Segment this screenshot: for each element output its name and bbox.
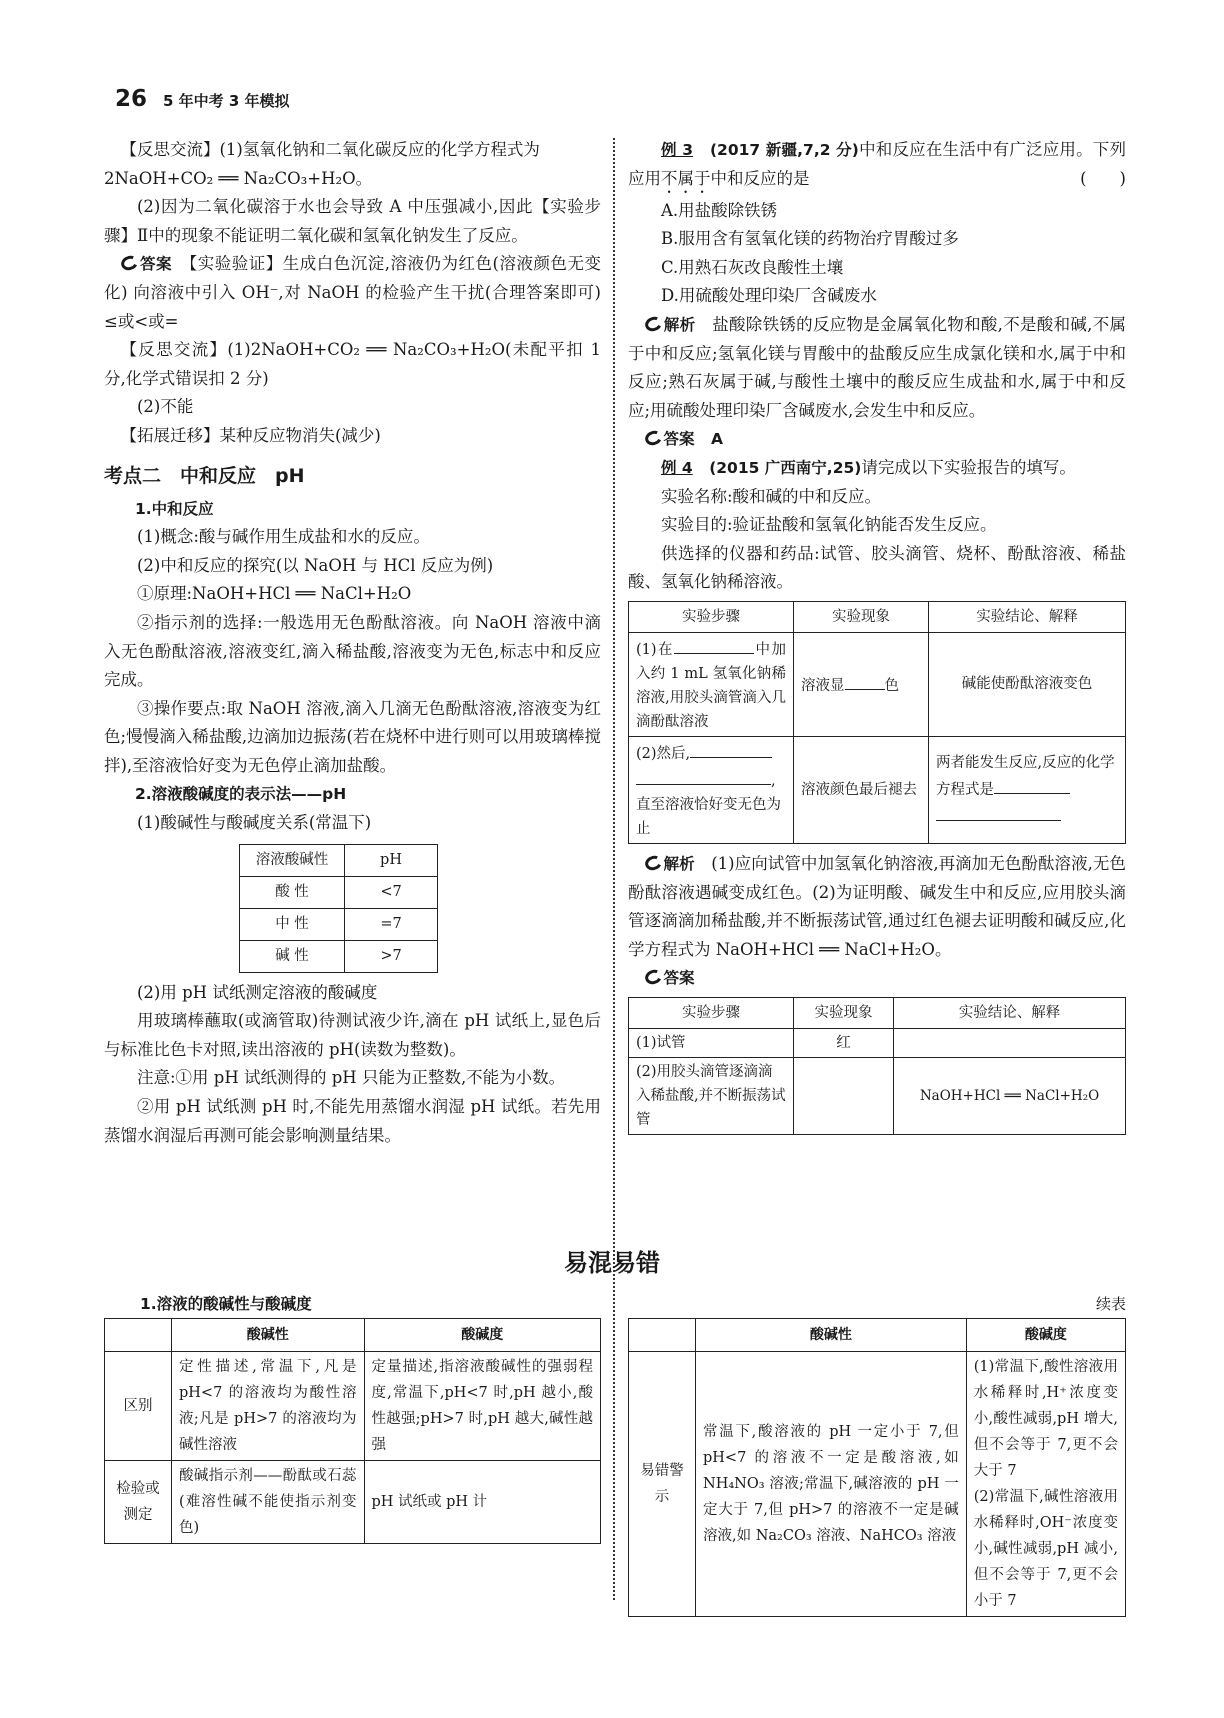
table-header: 溶液酸碱性 <box>240 844 345 876</box>
paragraph: (2)中和反应的探究(以 NaOH 与 HCl 反应为例) <box>137 555 494 575</box>
mistakes-section-title: 易混易错 <box>564 1249 660 1277</box>
answer-blank <box>845 671 885 690</box>
analysis-text: 盐酸除铁锈的反应物是金属氧化物和酸,不是酸和碱,不属于中和反应;氢氧化镁与胃酸中的盐酸反应生成氯化镁和水,属于中和反应;熟石灰属于碱,与酸性土壤中的酸反应生成盐和水,属于中和反应;用硫酸处理印染厂含碱废水,会发生中和反应。 <box>628 314 1126 420</box>
table-header-empty <box>629 1319 696 1352</box>
answer-label: 答案 <box>663 969 695 988</box>
table-header: 实验现象 <box>794 601 929 632</box>
answer-mark-icon <box>119 254 140 273</box>
table-row <box>105 1352 601 1461</box>
table-header-empty <box>105 1319 172 1352</box>
table-cell: 溶液颜色最后褪去 <box>794 736 929 843</box>
paragraph: (2)用 pH 试纸测定溶液的酸碱度 <box>137 982 378 1002</box>
acidity-table-continued <box>628 1318 1126 1617</box>
option: A.用盐酸除铁锈 <box>661 200 778 220</box>
paragraph: 供选择的仪器和药品:试管、胶头滴管、烧杯、酚酞溶液、稀盐酸、氢氧化钠稀溶液。 <box>628 543 1126 592</box>
acidity-table <box>104 1318 601 1544</box>
option: D.用硫酸处理印染厂含碱废水 <box>661 286 877 306</box>
paragraph: 实验目的:验证盐酸和氢氧化钠能否发生反应。 <box>661 515 997 535</box>
analysis-mark-icon <box>643 853 664 872</box>
example-source: (2015 广西南宁,25) <box>709 458 862 477</box>
table-cell: 中 性 <box>240 908 345 940</box>
paragraph: ②用 pH 试纸测 pH 时,不能先用蒸馏水润湿 pH 试纸。若先用蒸馏水润湿后再测可能会影响测量结果。 <box>104 1097 601 1145</box>
table-cell: 酸碱指示剂——酚酞或石蕊(难溶性碱不能使指示剂变色) <box>172 1461 365 1544</box>
cell-text: 中加入约 1 mL 氢氧化钠稀溶液,用胶头滴管滴入几滴酚酞溶液 <box>636 641 787 730</box>
subsection-title: 2.溶液酸碱度的表示法——pH <box>135 785 347 804</box>
paragraph: (1)概念:酸与碱作用生成盐和水的反应。 <box>137 527 430 547</box>
paragraph: (2)因为二氧化碳溶于水也会导致 A 中压强减小,因此【实验步骤】Ⅱ中的现象不能证明二氧化碳和氢氧化钠发生了反应。 <box>104 197 601 245</box>
table-header: 酸碱度 <box>364 1319 601 1352</box>
example-source: (2017 新疆,7,2 分) <box>709 141 859 159</box>
table-cell: (1)常温下,酸性溶液用水稀释时,H⁺浓度变小,酸性减弱,pH 增大,但不会等于 7,更不会大于 7 (2)常温下,碱性溶液用水稀释时,OH⁻浓度变小,碱性减弱,pH 减小,但不会等于 7,更不会小于 7 <box>966 1352 1125 1617</box>
table-cell: NaOH+HCl ══ NaCl+H₂O <box>894 1057 1126 1134</box>
table-row <box>629 1352 1126 1617</box>
experiment-report-table <box>628 601 1126 844</box>
paragraph: (2)不能 <box>137 397 194 417</box>
cell-text: (1)在 <box>636 641 675 658</box>
paragraph: 注意:①用 pH 试纸测得的 pH 只能为正整数,不能为小数。 <box>137 1068 566 1088</box>
left-column <box>104 136 601 1150</box>
paragraph: 2NaOH+CO₂ ══ Na₂CO₃+H₂O。 <box>104 168 373 188</box>
paragraph: ③操作要点:取 NaOH 溶液,滴入几滴无色酚酞溶液,溶液变为红色;慢慢滴入稀盐酸,边滴加边振荡(若在烧杯中进行则可以用玻璃棒搅拌),至溶液恰好变为无色停止滴加盐酸。 <box>104 698 601 775</box>
table-cell <box>794 1057 894 1134</box>
table-header: 实验结论、解释 <box>929 601 1126 632</box>
table-header-row <box>240 844 438 876</box>
answer-paragraph <box>628 425 1126 454</box>
example-text: 中和反应的是 <box>710 168 810 188</box>
answer-blank <box>674 635 754 654</box>
answer-value: A <box>711 430 724 449</box>
answer-mark-icon <box>643 968 664 987</box>
subsection-title: 1.中和反应 <box>135 499 214 518</box>
cell-text: 两者能发生反应,反应的化学方程式是 <box>936 754 1115 798</box>
answer-table <box>628 997 1126 1135</box>
answer-paren: ( ) <box>1080 168 1126 188</box>
table-header: 实验现象 <box>794 997 894 1028</box>
row-header: 检验或测定 <box>105 1461 172 1544</box>
table-row <box>240 940 438 972</box>
cell-text: (2)然后, <box>636 745 691 762</box>
analysis-paragraph <box>628 850 1126 964</box>
cell-text: 溶液显 <box>801 677 845 694</box>
answer-paragraph <box>628 964 1126 993</box>
paragraph: 【拓展迁移】某种反应物消失(减少) <box>120 425 381 445</box>
mistakes-left <box>104 1290 601 1544</box>
example-3-stem <box>628 136 1126 197</box>
paragraph: ①原理:NaOH+HCl ══ NaCl+H₂O <box>137 584 412 604</box>
answer-text: 【实验验证】生成白色沉淀,溶液仍为红色(溶液颜色无变化) 向溶液中引入 OH⁻,对 NaOH 的检验产生干扰(合理答案即可) ≤或<或= <box>104 254 602 331</box>
answer-blank <box>690 739 772 758</box>
answer-label: 答案 <box>139 255 173 274</box>
table-cell <box>929 736 1126 843</box>
ph-table <box>239 844 438 973</box>
answer-blank <box>636 766 771 785</box>
paragraph: 实验名称:酸和碱的中和反应。 <box>661 486 882 506</box>
table-header: 实验结论、解释 <box>894 997 1126 1028</box>
table-cell: <7 <box>345 876 438 908</box>
answer-mark-icon <box>643 429 664 448</box>
example-text: 中和反应在生活中有广泛应用。下列应用 <box>628 140 1127 188</box>
analysis-mark-icon <box>643 314 664 333</box>
table-row <box>629 632 1126 736</box>
table-cell: 定性描述,常温下,凡是 pH<7 的溶液均为酸性溶液;凡是 pH>7 的溶液均为碱性溶液 <box>172 1352 365 1461</box>
table-cell: (2)用胶头滴管逐滴滴入稀盐酸,并不断振荡试管 <box>629 1057 794 1134</box>
answer-blank <box>936 802 1061 821</box>
table-cell: pH 试纸或 pH 计 <box>364 1461 601 1544</box>
table-cell: >7 <box>345 940 438 972</box>
table-row <box>240 908 438 940</box>
example-text: 请完成以下实验报告的填写。 <box>861 457 1076 477</box>
row-header: 易错警示 <box>629 1352 696 1617</box>
page-header <box>115 86 290 116</box>
paragraph: 用玻璃棒蘸取(或滴管取)待测试液少许,滴在 pH 试纸上,显色后与标准比色卡对照,读出溶液的 pH(读数为整数)。 <box>104 1011 601 1059</box>
table-row <box>105 1461 601 1544</box>
paragraph: (1)酸碱性与酸碱度关系(常温下) <box>137 813 372 833</box>
example-tag: 例 4 <box>661 458 693 477</box>
table-cell: =7 <box>345 908 438 940</box>
table-header: 酸碱性 <box>172 1319 365 1352</box>
column-divider <box>613 138 615 1600</box>
table-cell: 红 <box>794 1028 894 1057</box>
table-cell: 酸 性 <box>240 876 345 908</box>
cell-text: 色 <box>884 677 899 694</box>
table-header: 实验步骤 <box>629 601 794 632</box>
answer-label: 答案 <box>663 430 695 449</box>
book-title: 5 年中考 3 年模拟 <box>163 92 290 110</box>
table-cell: 定量描述,指溶液酸碱性的强弱程度,常温下,pH<7 时,pH 越小,酸性越强;pH>7 时,pH 越大,碱性越强 <box>364 1352 601 1461</box>
table-row <box>629 1028 1126 1057</box>
table-header: 酸碱性 <box>696 1319 967 1352</box>
table-header-row <box>629 601 1126 632</box>
analysis-text: (1)应向试管中加氢氧化钠溶液,再滴加无色酚酞溶液,无色酚酞溶液遇碱变成红色。(2)为证明酸、碱发生中和反应,应用胶头滴管逐滴滴加稀盐酸,并不断振荡试管,通过红色褪去证明酸和碱反应,化学方程式为 NaOH+HCl ══ NaCl+H₂O。 <box>628 853 1126 959</box>
table-row <box>629 736 1126 843</box>
cell-text: 直至溶液恰好变无色为止 <box>636 796 781 837</box>
table-cell <box>794 632 929 736</box>
table-cell <box>894 1028 1126 1057</box>
example-4-stem <box>628 454 1126 483</box>
table-header-row <box>629 997 1126 1028</box>
table-cell: (2)然后, , 直至溶液恰好变无色为止 <box>629 736 794 843</box>
table-header: 实验步骤 <box>629 997 794 1028</box>
subsection-title: 1.溶液的酸碱性与酸碱度 <box>140 1295 312 1313</box>
table-cell <box>629 632 794 736</box>
page-number: 26 <box>115 86 148 112</box>
answer-paragraph <box>104 250 601 336</box>
table-header-row <box>105 1319 601 1352</box>
table-cell: 碱能使酚酞溶液变色 <box>929 632 1126 736</box>
section-title: 考点二 中和反应 pH <box>104 464 305 487</box>
paragraph: ②指示剂的选择:一般选用无色酚酞溶液。向 NaOH 溶液中滴入无色酚酞溶液,溶液变红,滴入稀盐酸,溶液变为无色,标志中和反应完成。 <box>104 612 601 690</box>
continued-label: 续表 <box>1095 1295 1126 1313</box>
table-row <box>240 876 438 908</box>
paragraph: 【反思交流】(1)氢氧化钠和二氧化碳反应的化学方程式为 <box>120 140 540 159</box>
table-header: pH <box>345 844 438 876</box>
answer-blank <box>994 775 1070 794</box>
table-cell: 碱 性 <box>240 940 345 972</box>
analysis-label: 解析 <box>663 854 695 873</box>
emphasis-text: 不属于 <box>661 168 711 188</box>
table-cell: 常温下,酸溶液的 pH 一定小于 7,但 pH<7 的溶液不一定是酸溶液,如 NH₄NO₃ 溶液;常温下,碱溶液的 pH 一定大于 7,但 pH>7 的溶液不一定是碱溶液,如 Na₂CO₃ 溶液、NaHCO₃ 溶液 <box>696 1352 967 1617</box>
option: B.服用含有氢氧化镁的药物治疗胃酸过多 <box>661 229 959 249</box>
analysis-paragraph <box>628 311 1126 425</box>
row-header: 区别 <box>105 1352 172 1461</box>
mistakes-right <box>628 1290 1126 1617</box>
right-column <box>628 136 1126 1135</box>
analysis-label: 解析 <box>663 315 696 334</box>
table-cell: (1)试管 <box>629 1028 794 1057</box>
table-row <box>629 1057 1126 1134</box>
example-tag: 例 3 <box>661 141 694 159</box>
table-header: 酸碱度 <box>966 1319 1125 1352</box>
option: C.用熟石灰改良酸性土壤 <box>661 257 844 277</box>
paragraph: 【反思交流】(1)2NaOH+CO₂ ══ Na₂CO₃+H₂O(未配平扣 1 分,化学式错误扣 2 分) <box>104 340 601 388</box>
table-header-row <box>629 1319 1126 1352</box>
